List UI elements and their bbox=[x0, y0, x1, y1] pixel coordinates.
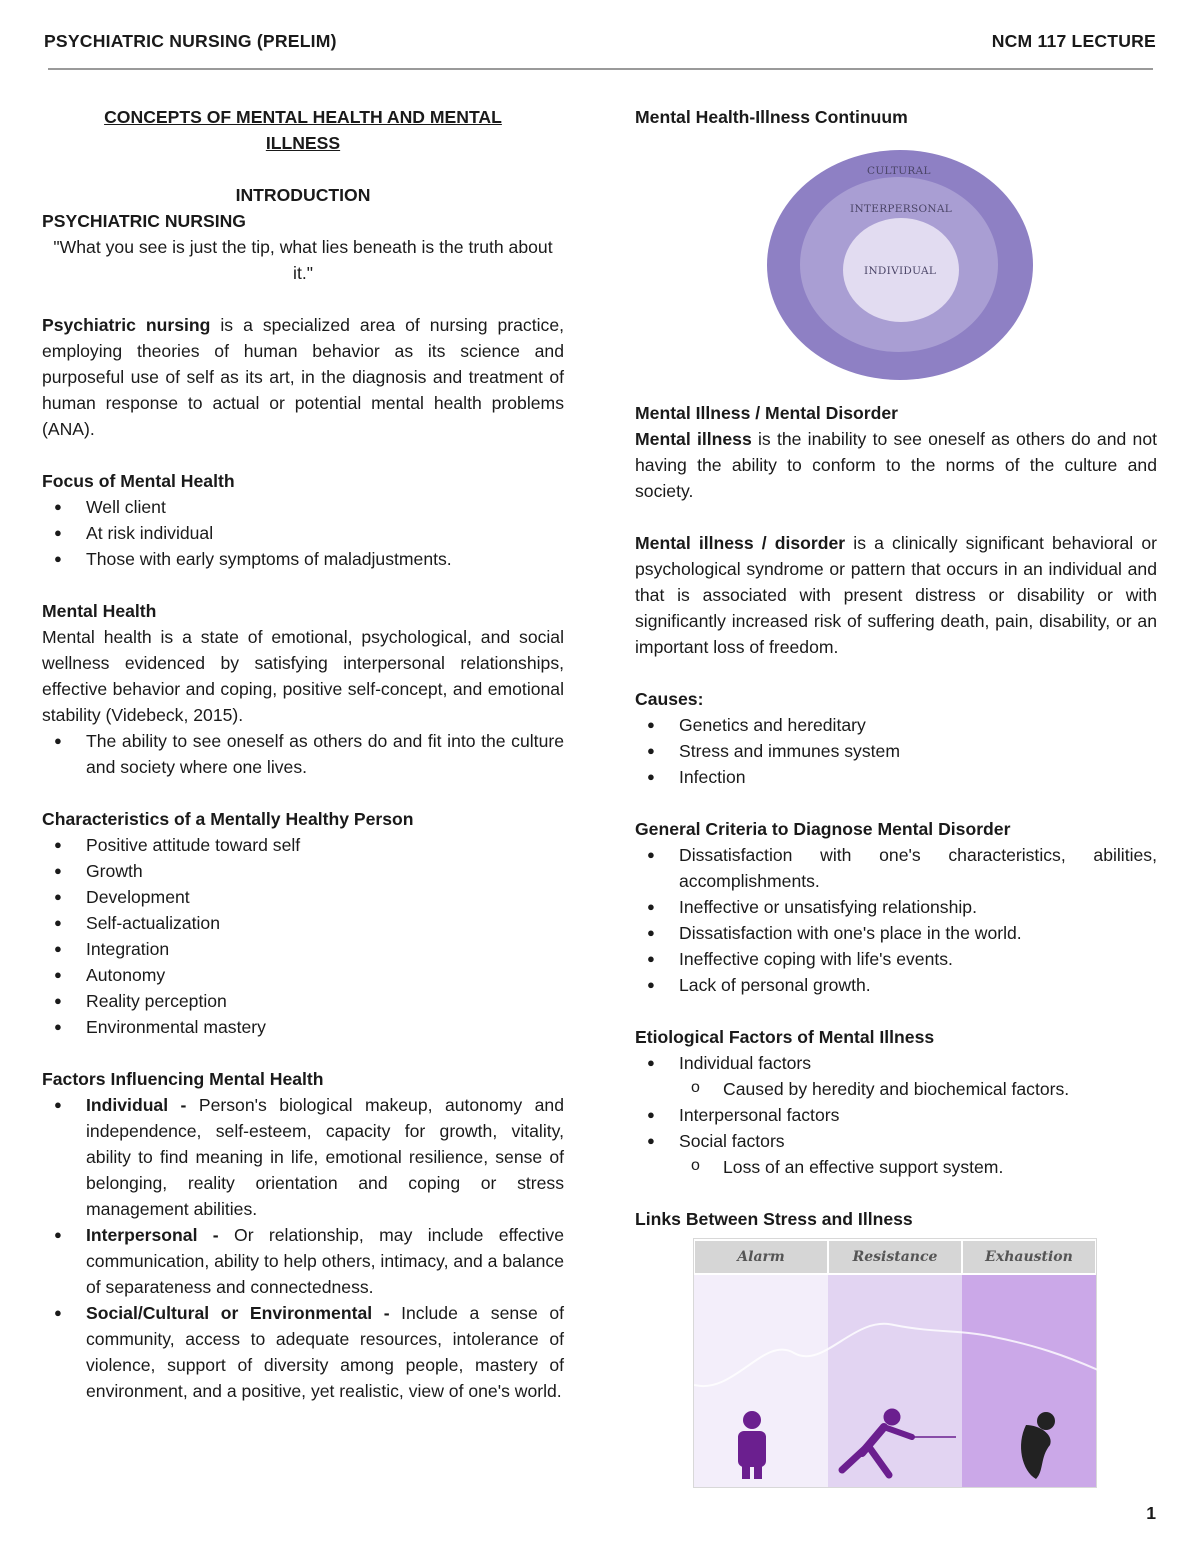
stress-heading: Links Between Stress and Illness bbox=[635, 1209, 913, 1229]
header-course-title: PSYCHIATRIC NURSING (PRELIM) bbox=[44, 31, 337, 51]
quote: "What you see is just the tip, what lies beneath is the truth about it." bbox=[53, 237, 553, 283]
stress-figures bbox=[694, 1275, 1098, 1487]
list-item: ● Stress and immunes system bbox=[635, 738, 1157, 764]
stage-resistance-label: Resistance bbox=[829, 1241, 961, 1273]
list-item: ● Well client bbox=[42, 494, 564, 520]
resistance-figure-icon bbox=[842, 1409, 956, 1475]
list-item bbox=[42, 1222, 564, 1300]
exhaustion-figure-icon bbox=[1021, 1412, 1055, 1479]
list-item: ● Self-actualization bbox=[42, 910, 564, 936]
psych-nursing-heading: PSYCHIATRIC NURSING bbox=[42, 211, 246, 231]
list-item: ● The ability to see oneself as others do and fit into the culture and society where one lives. bbox=[42, 728, 564, 780]
mental-illness-def-text: is the inability to see oneself as others do and not having the ability to conform to the norms of the culture and society. bbox=[635, 429, 1158, 501]
factor-term: Social/Cultural or Environmental - bbox=[86, 1303, 390, 1323]
causes-heading: Causes: bbox=[635, 689, 704, 709]
criteria-heading: General Criteria to Diagnose Mental Disorder bbox=[635, 819, 1011, 839]
page-number: 1 bbox=[1146, 1503, 1156, 1523]
list-item: ● Positive attitude toward self bbox=[42, 832, 564, 858]
document-title-line2: ILLNESS bbox=[265, 133, 341, 153]
mental-health-list bbox=[42, 728, 564, 780]
factor-text: Person's biological makeup, autonomy and independence, self-esteem, capacity for growth, vitality, ability to find meaning in life, emotional resilience, sense of belonging, reality orientation and coping or stress management abilities. bbox=[86, 1095, 565, 1219]
focus-heading: Focus of Mental Health bbox=[42, 471, 235, 491]
criteria-list bbox=[635, 842, 1157, 998]
focus-list bbox=[42, 494, 564, 572]
stress-stage-headers bbox=[694, 1239, 1096, 1275]
causes-list bbox=[635, 712, 1157, 790]
list-item: ● Lack of personal growth. bbox=[635, 972, 1157, 998]
mental-disorder-def-text: is a clinically significant behavioral or psychological syndrome or pattern that occurs in an individual and that is associated with present distress or disability or with significantly increased risk of suffering death, pain, disability, or an important loss of freedom. bbox=[635, 533, 1157, 657]
stress-illness-diagram bbox=[693, 1238, 1097, 1488]
list-item: ● Environmental mastery bbox=[42, 1014, 564, 1040]
mental-illness-definition bbox=[635, 426, 1157, 504]
document-title-line1: CONCEPTS OF MENTAL HEALTH AND MENTAL bbox=[104, 107, 502, 127]
etiology-sublist bbox=[635, 1154, 1157, 1180]
psych-nursing-definition bbox=[42, 312, 564, 442]
list-item: ● Dissatisfaction with one's characteristics, abilities, accomplishments. bbox=[635, 842, 1157, 894]
factor-term: Individual - bbox=[86, 1095, 187, 1115]
psych-nursing-term: Psychiatric nursing bbox=[42, 315, 211, 335]
header-course-code: NCM 117 LECTURE bbox=[991, 31, 1156, 51]
etiology-list bbox=[635, 1050, 1157, 1076]
etiology-list bbox=[635, 1102, 1157, 1154]
list-item: ● At risk individual bbox=[42, 520, 564, 546]
factor-text: Or relationship, may include effective communication, ability to help others, intimacy, and a balance of separateness and connectedness. bbox=[86, 1225, 565, 1297]
alarm-figure-icon bbox=[738, 1411, 766, 1479]
stress-curve bbox=[694, 1324, 1098, 1386]
list-item: ● Ineffective coping with life's events. bbox=[635, 946, 1157, 972]
right-column bbox=[635, 104, 1157, 1488]
ring-label-inner: INDIVIDUAL bbox=[864, 265, 937, 277]
ring-label-middle: INTERPERSONAL bbox=[850, 203, 952, 215]
factors-list bbox=[42, 1092, 564, 1404]
list-item: ● Autonomy bbox=[42, 962, 564, 988]
mental-disorder-term: Mental illness / disorder bbox=[635, 533, 846, 553]
continuum-heading: Mental Health-Illness Continuum bbox=[635, 107, 908, 127]
left-column bbox=[42, 104, 564, 1404]
stage-alarm-label: Alarm bbox=[695, 1241, 827, 1273]
list-item: ● Reality perception bbox=[42, 988, 564, 1014]
stage-exhaustion-label: Exhaustion bbox=[963, 1241, 1095, 1273]
list-item: ● Development bbox=[42, 884, 564, 910]
mental-health-definition: Mental health is a state of emotional, psychological, and social wellness evidenced by satisfying interpersonal relationships, effective behavior and coping, positive self-concept, and emotional stability (Videbeck, 2015). bbox=[42, 627, 564, 725]
intro-heading: INTRODUCTION bbox=[235, 185, 371, 205]
list-item: ● Infection bbox=[635, 764, 1157, 790]
etiology-sublist bbox=[635, 1076, 1157, 1102]
factor-term: Interpersonal - bbox=[86, 1225, 219, 1245]
ring-label-outer: CULTURAL bbox=[867, 165, 931, 177]
characteristics-list bbox=[42, 832, 564, 1040]
list-item: ● Genetics and hereditary bbox=[635, 712, 1157, 738]
mental-disorder-definition bbox=[635, 530, 1157, 660]
factor-text: Include a sense of community, access to adequate resources, intolerance of violence, support of diversity among people, mastery of environment, and a positive, yet realistic, view of one's world. bbox=[86, 1303, 564, 1401]
etiology-heading: Etiological Factors of Mental Illness bbox=[635, 1027, 935, 1047]
list-item: ● Integration bbox=[42, 936, 564, 962]
list-item: ● Individual factors bbox=[635, 1050, 1157, 1076]
mental-health-heading: Mental Health bbox=[42, 601, 157, 621]
mental-illness-term: Mental illness bbox=[635, 429, 752, 449]
list-item: ● Those with early symptoms of maladjustments. bbox=[42, 546, 564, 572]
mental-illness-heading: Mental Illness / Mental Disorder bbox=[635, 403, 898, 423]
psych-nursing-def-text: is a specialized area of nursing practice, employing theories of human behavior as its science and purposeful use of self as its art, in the diagnosis and treatment of human response to actual or potential mental health problems (ANA). bbox=[42, 315, 564, 439]
sub-list-item: o Loss of an effective support system. bbox=[635, 1154, 1157, 1180]
factors-heading: Factors Influencing Mental Health bbox=[42, 1069, 324, 1089]
list-item: ● Ineffective or unsatisfying relationship. bbox=[635, 894, 1157, 920]
characteristics-heading: Characteristics of a Mentally Healthy Person bbox=[42, 809, 414, 829]
list-item: ● Social factors bbox=[635, 1128, 1157, 1154]
sub-list-item: o Caused by heredity and biochemical factors. bbox=[635, 1076, 1157, 1102]
header-divider bbox=[48, 68, 1153, 70]
list-item bbox=[42, 1092, 564, 1222]
list-item: ● Dissatisfaction with one's place in the world. bbox=[635, 920, 1157, 946]
continuum-diagram bbox=[767, 150, 1033, 380]
list-item: ● Growth bbox=[42, 858, 564, 884]
list-item bbox=[42, 1300, 564, 1404]
list-item: ● Interpersonal factors bbox=[635, 1102, 1157, 1128]
